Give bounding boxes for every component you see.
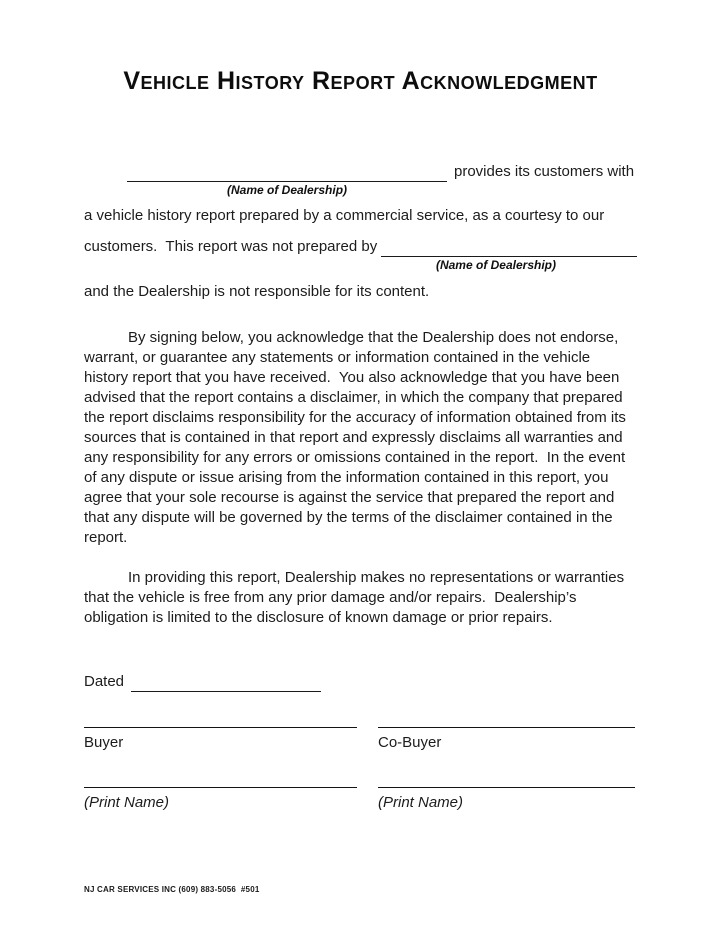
dealership-name-caption-1: (Name of Dealership) [226, 183, 348, 197]
cobuyer-signature-line [378, 727, 635, 728]
dealership-name-blank-1 [127, 163, 447, 182]
dated-row [84, 672, 637, 692]
print-name-row [84, 787, 637, 813]
cobuyer-print-name-caption: (Print Name) [378, 794, 464, 811]
dated-blank [131, 673, 321, 692]
signature-row [84, 727, 637, 753]
buyer-signature-line [84, 727, 357, 728]
cobuyer-print-name-line [378, 787, 635, 788]
intro-line-3 [84, 237, 637, 257]
dated-label: Dated [84, 673, 125, 690]
intro-paragraph [84, 162, 637, 302]
cobuyer-signature-block [378, 727, 635, 753]
buyer-signature-block [84, 727, 357, 753]
intro-text-after-blank-1: provides its customers with [454, 163, 635, 180]
buyer-print-name-line [84, 787, 357, 788]
document-title: Vehicle History Report Acknowledgment [123, 67, 598, 95]
buyer-print-name-block [84, 787, 357, 813]
cobuyer-print-name-block [378, 787, 635, 813]
warranty-paragraph: In providing this report, Dealership makes no representations or warranties that the vehicle is free from any prior damage and/or repairs. Dealership’s obligation is limited to the disclosure of known damage or prior repairs. [84, 569, 629, 626]
buyer-label: Buyer [84, 734, 124, 751]
intro-line-4: and the Dealership is not responsible for its content. [84, 283, 430, 300]
intro-line-2: a vehicle history report prepared by a commercial service, as a courtesy to our [84, 207, 605, 224]
cobuyer-label: Co-Buyer [378, 734, 442, 751]
intro-text-before-blank-2: customers. This report was not prepared by [84, 238, 382, 255]
acknowledgment-paragraph: By signing below, you acknowledge that the Dealership does not endorse, warrant, or guarantee any statements or information contained in the vehicle history report that you have received. You also acknowledge that you have been advised that the report contains a disclaimer, in which the company that prepared the report disclaims responsibility for the accuracy of information obtained from its sources that is contained in that report and expressly disclaims all warranties and any responsibility for any errors or omissions contained in the report. In the event of any dispute or issue arising from the information contained in this report, you agree that your sole recourse is against the service that prepared the report and that any dispute will be governed by the terms of the disclaimer contained in the report. [84, 329, 631, 546]
footer-text: NJ CAR SERVICES INC (609) 883-5056 #501 [84, 885, 260, 894]
buyer-print-name-caption: (Print Name) [84, 794, 170, 811]
dealership-name-blank-2 [381, 238, 637, 257]
intro-line-1 [84, 162, 637, 182]
dealership-name-caption-2: (Name of Dealership) [435, 258, 556, 272]
